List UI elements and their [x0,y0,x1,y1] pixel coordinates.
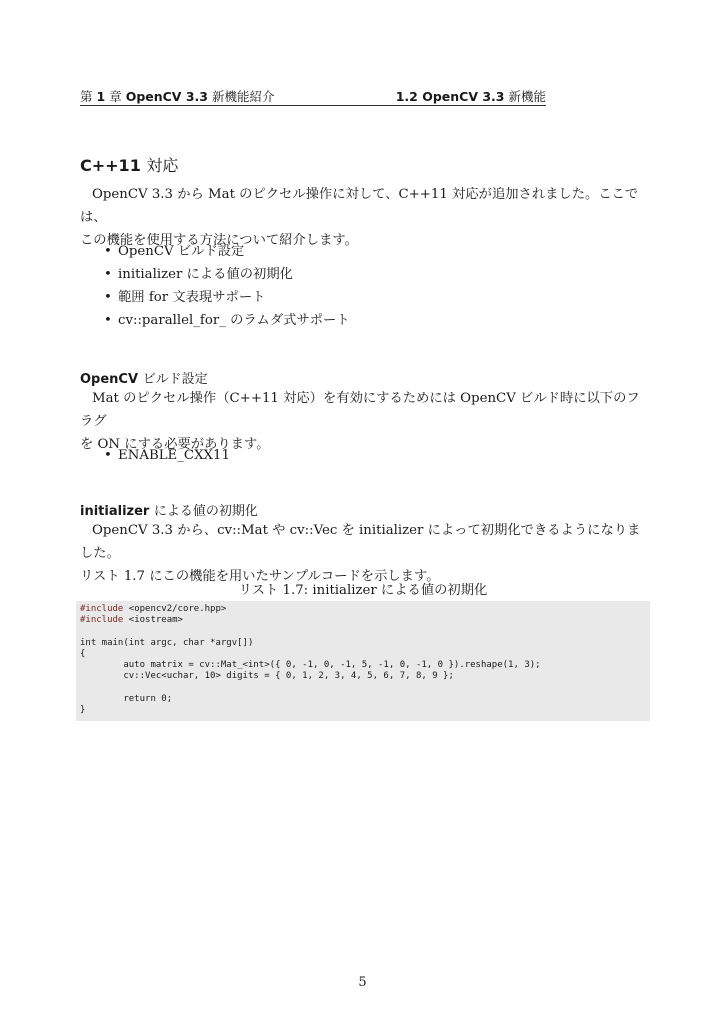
list-item [80,263,350,286]
bullet-dot: • [104,267,112,282]
code-line: return 0; [80,694,173,704]
heading-cxx11 [80,153,178,176]
list-item-text: cv::parallel_for_ のラムダ式サポート [118,313,350,328]
running-header [80,87,546,106]
list-item-text: OpenCV ビルド設定 [118,244,245,259]
header-chapter-word: 章 [109,89,122,104]
code-token-preprocessor: #include [80,615,124,625]
page-number: 5 [358,975,367,990]
bullet-dot: • [104,290,112,305]
code-listing [76,601,650,721]
bullet-dot: • [104,448,112,463]
header-chapter-title: OpenCV 3.3 [125,89,208,104]
listing-caption: リスト 1.7: initializer による値の初期化 [238,583,488,598]
code-line [80,615,183,626]
code-token-preprocessor: #include [80,604,124,614]
heading-build-en: OpenCV [80,372,139,387]
paragraph-build-line1: Mat のピクセル操作（C++11 対応）を有効にするためには OpenCV ビルド時に以下のフラグ [80,391,640,429]
header-chapter-prefix: 第 [80,89,93,104]
heading-initializer-en: initializer [80,504,150,519]
heading-initializer-jp: による値の初期化 [153,504,258,519]
flag-list [80,444,230,467]
feature-list [80,240,350,332]
header-chapter-suffix: 新機能紹介 [211,89,275,104]
paragraph-initializer-line2: リスト 1.7 にこの機能を用いたサンプルコードを示します。 [80,569,440,584]
heading-cxx11-jp: 対応 [146,156,179,175]
header-chapter [80,87,274,105]
code-line: cv::Vec<uchar, 10> digits = { 0, 1, 2, 3, 4, 5, 6, 7, 8, 9 }; [80,671,454,681]
code-line: { [80,649,86,659]
heading-initializer [80,500,258,519]
header-chapter-number: 1 [96,89,106,104]
code-line: } [80,705,86,715]
heading-cxx11-en: C++11 [80,156,141,175]
list-item [80,286,350,309]
list-item [80,309,350,332]
header-section-suffix: 新機能 [508,89,546,104]
heading-build-jp: ビルド設定 [142,372,208,387]
paragraph-build-line2: を ON にする必要があります。 [80,437,270,452]
code-line: auto matrix = cv::Mat_<int>({ 0, -1, 0, -1, 5, -1, 0, -1, 0 }).reshape(1, 3); [80,660,541,670]
list-item-text: 範囲 for 文表現サポート [118,290,266,305]
list-item [80,240,350,263]
header-section [396,87,546,105]
code-token-text: <iostream> [123,615,183,625]
list-item-text: initializer による値の初期化 [118,267,293,282]
paragraph-cxx11-line2: この機能を使用する方法について紹介します。 [80,233,358,248]
code-token-text: <opencv2/core.hpp> [123,604,227,614]
paragraph-cxx11-line1: OpenCV 3.3 から Mat のピクセル操作に対して、C++11 対応が追加されました。ここでは、 [80,187,639,225]
list-item-text: ENABLE_CXX11 [118,448,230,463]
code-line [80,604,226,615]
paragraph-initializer [80,519,646,588]
list-item [80,444,230,467]
code-line: int main(int argc, char *argv[]) [80,638,254,648]
bullet-dot: • [104,244,112,259]
header-section-title: 1.2 OpenCV 3.3 [395,89,505,104]
bullet-dot: • [104,313,112,328]
paragraph-initializer-line1: OpenCV 3.3 から、cv::Mat や cv::Vec を initializer によって初期化できるようになりました。 [80,523,641,561]
heading-build [80,368,208,387]
